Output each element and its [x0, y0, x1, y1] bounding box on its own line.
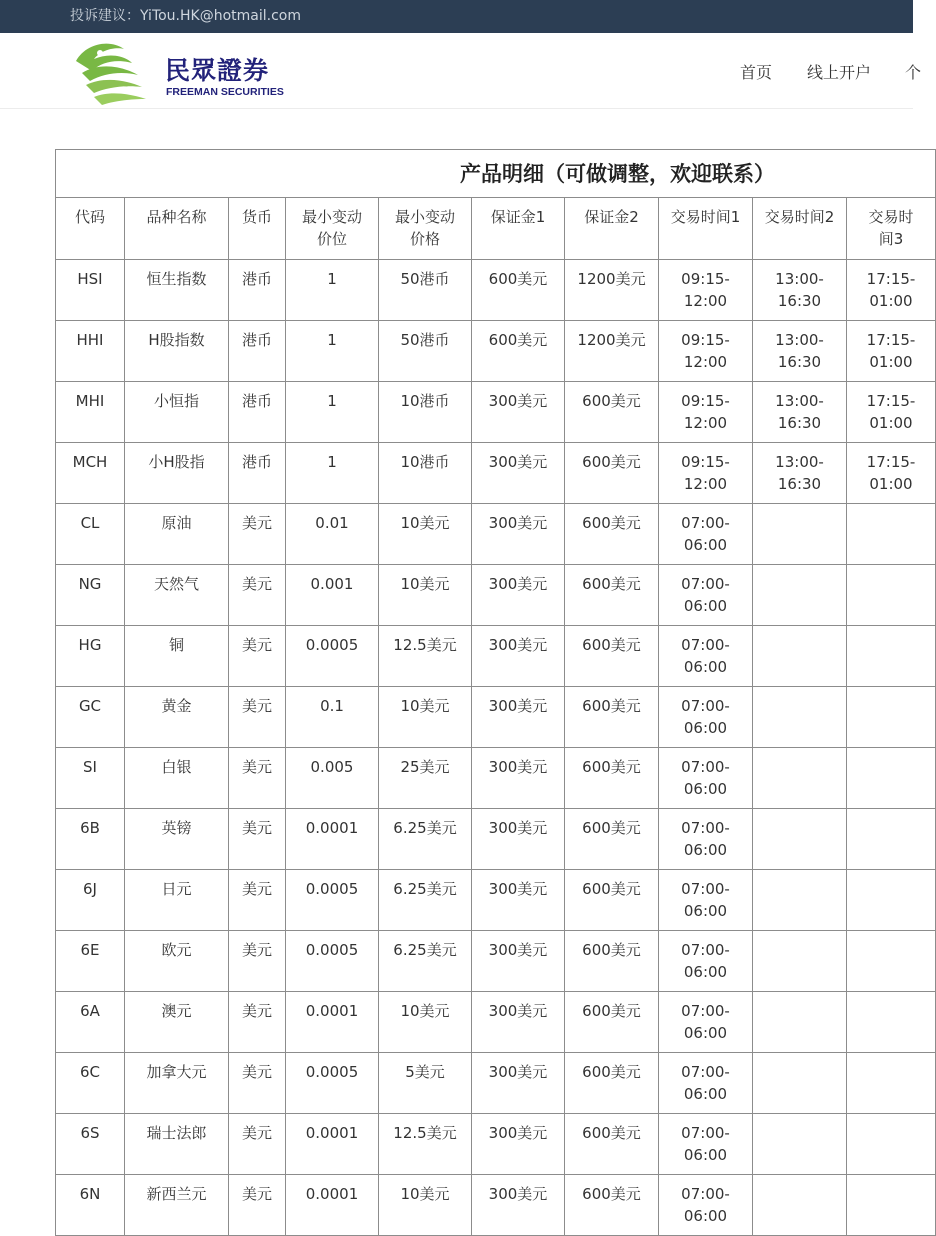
cell-margin-1: 600美元	[472, 321, 565, 382]
cell-product-name: 日元	[125, 870, 229, 931]
cell-margin-1: 300美元	[472, 565, 565, 626]
table-row	[56, 992, 936, 1053]
cell-margin-1: 300美元	[472, 626, 565, 687]
cell-trading-time-3	[847, 992, 936, 1053]
table-title: 产品明细（可做调整，欢迎联系）	[56, 150, 936, 198]
header-trading-time-3: 交易时 间3	[847, 198, 936, 260]
cell-margin-1: 300美元	[472, 809, 565, 870]
nav-item-more[interactable]: 个	[905, 63, 922, 82]
header-code: 代码	[56, 198, 125, 260]
cell-min-tick: 0.0005	[286, 870, 379, 931]
cell-margin-2: 1200美元	[565, 321, 659, 382]
cell-trading-time-2: 13:00- 16:30	[753, 260, 847, 321]
complaint-contact-text: 投诉建议：YiTou.HK@hotmail.com	[70, 8, 301, 24]
cell-margin-1: 300美元	[472, 992, 565, 1053]
cell-trading-time-2	[753, 687, 847, 748]
header-currency: 货币	[229, 198, 286, 260]
cell-currency: 美元	[229, 748, 286, 809]
table-header-row	[56, 198, 936, 260]
cell-trading-time-1: 07:00- 06:00	[659, 1053, 753, 1114]
cell-currency: 港币	[229, 443, 286, 504]
table-row	[56, 321, 936, 382]
cell-product-name: 天然气	[125, 565, 229, 626]
cell-min-tick: 0.0005	[286, 1053, 379, 1114]
cell-margin-2: 600美元	[565, 748, 659, 809]
cell-margin-2: 600美元	[565, 870, 659, 931]
cell-margin-1: 300美元	[472, 748, 565, 809]
cell-margin-2: 600美元	[565, 931, 659, 992]
cell-product-name: 白银	[125, 748, 229, 809]
cell-min-tick: 0.1	[286, 687, 379, 748]
cell-min-tick-value: 6.25美元	[379, 931, 472, 992]
cell-trading-time-1: 07:00- 06:00	[659, 1175, 753, 1236]
cell-min-tick-value: 10美元	[379, 1175, 472, 1236]
site-header	[0, 33, 922, 109]
cell-min-tick-value: 5美元	[379, 1053, 472, 1114]
cell-product-name: 加拿大元	[125, 1053, 229, 1114]
cell-trading-time-1: 07:00- 06:00	[659, 626, 753, 687]
cell-product-name: 新西兰元	[125, 1175, 229, 1236]
cell-min-tick-value: 10港币	[379, 382, 472, 443]
cell-code: HSI	[56, 260, 125, 321]
cell-trading-time-3	[847, 1114, 936, 1175]
cell-code: MCH	[56, 443, 125, 504]
cell-min-tick-value: 10港币	[379, 443, 472, 504]
table-row	[56, 931, 936, 992]
table-row	[56, 443, 936, 504]
cell-trading-time-2	[753, 809, 847, 870]
cell-trading-time-2: 13:00- 16:30	[753, 321, 847, 382]
header-min-tick-value: 最小变动 价格	[379, 198, 472, 260]
cell-currency: 美元	[229, 992, 286, 1053]
cell-trading-time-2	[753, 1175, 847, 1236]
cell-min-tick-value: 50港币	[379, 321, 472, 382]
table-row	[56, 687, 936, 748]
cell-margin-2: 600美元	[565, 382, 659, 443]
cell-trading-time-3	[847, 931, 936, 992]
cell-min-tick: 0.0005	[286, 626, 379, 687]
cell-min-tick: 1	[286, 443, 379, 504]
cell-trading-time-1: 07:00- 06:00	[659, 504, 753, 565]
product-table-container	[55, 149, 916, 1235]
cell-trading-time-1: 07:00- 06:00	[659, 870, 753, 931]
cell-code: MHI	[56, 382, 125, 443]
cell-currency: 美元	[229, 931, 286, 992]
cell-code: CL	[56, 504, 125, 565]
cell-code: 6B	[56, 809, 125, 870]
cell-trading-time-2	[753, 748, 847, 809]
cell-trading-time-2	[753, 992, 847, 1053]
cell-product-name: 铜	[125, 626, 229, 687]
cell-currency: 美元	[229, 1114, 286, 1175]
cell-code: 6S	[56, 1114, 125, 1175]
cell-code: 6J	[56, 870, 125, 931]
cell-code: 6C	[56, 1053, 125, 1114]
table-row	[56, 748, 936, 809]
cell-trading-time-3	[847, 1053, 936, 1114]
cell-min-tick-value: 12.5美元	[379, 626, 472, 687]
cell-margin-2: 600美元	[565, 992, 659, 1053]
cell-min-tick-value: 12.5美元	[379, 1114, 472, 1175]
table-row	[56, 1114, 936, 1175]
cell-trading-time-2	[753, 626, 847, 687]
cell-trading-time-2	[753, 1053, 847, 1114]
header-margin-2: 保证金2	[565, 198, 659, 260]
cell-trading-time-1: 07:00- 06:00	[659, 992, 753, 1053]
cell-currency: 美元	[229, 1175, 286, 1236]
cell-code: 6E	[56, 931, 125, 992]
top-info-bar	[0, 0, 913, 33]
cell-trading-time-1: 07:00- 06:00	[659, 565, 753, 626]
cell-trading-time-2	[753, 931, 847, 992]
cell-trading-time-3	[847, 809, 936, 870]
cell-currency: 美元	[229, 687, 286, 748]
cell-trading-time-3	[847, 748, 936, 809]
cell-product-name: 恒生指数	[125, 260, 229, 321]
nav-item-online-account[interactable]: 线上开户	[807, 63, 872, 82]
main-nav	[0, 33, 922, 108]
cell-product-name: 瑞士法郎	[125, 1114, 229, 1175]
cell-trading-time-1: 07:00- 06:00	[659, 1114, 753, 1175]
cell-currency: 港币	[229, 382, 286, 443]
cell-min-tick: 0.0001	[286, 809, 379, 870]
table-row	[56, 626, 936, 687]
cell-min-tick-value: 10美元	[379, 565, 472, 626]
cell-trading-time-1: 07:00- 06:00	[659, 809, 753, 870]
cell-trading-time-3: 17:15- 01:00	[847, 260, 936, 321]
cell-currency: 港币	[229, 321, 286, 382]
cell-trading-time-3	[847, 626, 936, 687]
header-min-tick: 最小变动 价位	[286, 198, 379, 260]
cell-trading-time-1: 07:00- 06:00	[659, 931, 753, 992]
cell-min-tick-value: 6.25美元	[379, 809, 472, 870]
cell-currency: 美元	[229, 626, 286, 687]
cell-margin-2: 600美元	[565, 443, 659, 504]
cell-min-tick-value: 6.25美元	[379, 870, 472, 931]
cell-currency: 美元	[229, 504, 286, 565]
header-margin-1: 保证金1	[472, 198, 565, 260]
cell-product-name: 欧元	[125, 931, 229, 992]
brand-name-en: FREEMAN SECURITIES	[166, 86, 284, 98]
cell-trading-time-1: 07:00- 06:00	[659, 687, 753, 748]
cell-code: HG	[56, 626, 125, 687]
cell-min-tick-value: 10美元	[379, 504, 472, 565]
header-product-name: 品种名称	[125, 198, 229, 260]
cell-currency: 美元	[229, 870, 286, 931]
cell-trading-time-3	[847, 687, 936, 748]
cell-code: 6N	[56, 1175, 125, 1236]
cell-min-tick: 0.0001	[286, 1175, 379, 1236]
cell-code: GC	[56, 687, 125, 748]
cell-trading-time-1: 09:15- 12:00	[659, 321, 753, 382]
cell-min-tick: 0.0005	[286, 931, 379, 992]
cell-margin-2: 600美元	[565, 687, 659, 748]
header-trading-time-1: 交易时间1	[659, 198, 753, 260]
table-row	[56, 565, 936, 626]
cell-product-name: 小H股指	[125, 443, 229, 504]
table-row	[56, 1175, 936, 1236]
cell-margin-1: 600美元	[472, 260, 565, 321]
cell-currency: 美元	[229, 809, 286, 870]
table-row	[56, 382, 936, 443]
cell-min-tick-value: 10美元	[379, 687, 472, 748]
cell-margin-2: 600美元	[565, 1114, 659, 1175]
cell-min-tick: 1	[286, 260, 379, 321]
cell-trading-time-1: 09:15- 12:00	[659, 382, 753, 443]
table-row	[56, 870, 936, 931]
cell-min-tick: 0.0001	[286, 992, 379, 1053]
cell-margin-1: 300美元	[472, 1175, 565, 1236]
cell-trading-time-1: 07:00- 06:00	[659, 748, 753, 809]
cell-product-name: 英镑	[125, 809, 229, 870]
cell-currency: 美元	[229, 565, 286, 626]
cell-product-name: 原油	[125, 504, 229, 565]
cell-margin-1: 300美元	[472, 443, 565, 504]
cell-min-tick: 0.005	[286, 748, 379, 809]
cell-margin-2: 600美元	[565, 565, 659, 626]
cell-margin-1: 300美元	[472, 504, 565, 565]
cell-margin-1: 300美元	[472, 931, 565, 992]
cell-min-tick: 0.01	[286, 504, 379, 565]
cell-min-tick-value: 25美元	[379, 748, 472, 809]
cell-trading-time-2	[753, 565, 847, 626]
cell-trading-time-2	[753, 870, 847, 931]
cell-margin-2: 600美元	[565, 809, 659, 870]
cell-margin-2: 1200美元	[565, 260, 659, 321]
cell-trading-time-3	[847, 870, 936, 931]
cell-margin-2: 600美元	[565, 1053, 659, 1114]
cell-margin-1: 300美元	[472, 382, 565, 443]
cell-currency: 港币	[229, 260, 286, 321]
cell-min-tick-value: 10美元	[379, 992, 472, 1053]
nav-item-home[interactable]: 首页	[740, 63, 773, 82]
cell-code: NG	[56, 565, 125, 626]
table-row	[56, 1053, 936, 1114]
cell-code: SI	[56, 748, 125, 809]
cell-trading-time-3: 17:15- 01:00	[847, 382, 936, 443]
cell-margin-2: 600美元	[565, 504, 659, 565]
cell-margin-1: 300美元	[472, 1053, 565, 1114]
cell-trading-time-1: 09:15- 12:00	[659, 443, 753, 504]
table-row	[56, 809, 936, 870]
cell-trading-time-2	[753, 504, 847, 565]
table-row	[56, 504, 936, 565]
cell-product-name: H股指数	[125, 321, 229, 382]
cell-margin-1: 300美元	[472, 687, 565, 748]
cell-margin-2: 600美元	[565, 626, 659, 687]
cell-trading-time-3: 17:15- 01:00	[847, 443, 936, 504]
cell-trading-time-1: 09:15- 12:00	[659, 260, 753, 321]
cell-trading-time-3	[847, 565, 936, 626]
cell-trading-time-3	[847, 1175, 936, 1236]
cell-min-tick-value: 50港币	[379, 260, 472, 321]
cell-code: 6A	[56, 992, 125, 1053]
cell-min-tick: 1	[286, 382, 379, 443]
cell-margin-1: 300美元	[472, 870, 565, 931]
header-trading-time-2: 交易时间2	[753, 198, 847, 260]
cell-product-name: 黄金	[125, 687, 229, 748]
cell-currency: 美元	[229, 1053, 286, 1114]
brand-name-cn: 民眾證券	[165, 56, 270, 85]
cell-product-name: 澳元	[125, 992, 229, 1053]
cell-trading-time-2	[753, 1114, 847, 1175]
cell-code: HHI	[56, 321, 125, 382]
cell-margin-1: 300美元	[472, 1114, 565, 1175]
product-details-table	[55, 149, 936, 1236]
cell-margin-2: 600美元	[565, 1175, 659, 1236]
cell-trading-time-2: 13:00- 16:30	[753, 443, 847, 504]
cell-product-name: 小恒指	[125, 382, 229, 443]
cell-trading-time-3	[847, 504, 936, 565]
cell-trading-time-2: 13:00- 16:30	[753, 382, 847, 443]
cell-min-tick: 0.001	[286, 565, 379, 626]
cell-min-tick: 1	[286, 321, 379, 382]
table-row	[56, 260, 936, 321]
cell-trading-time-3: 17:15- 01:00	[847, 321, 936, 382]
cell-min-tick: 0.0001	[286, 1114, 379, 1175]
